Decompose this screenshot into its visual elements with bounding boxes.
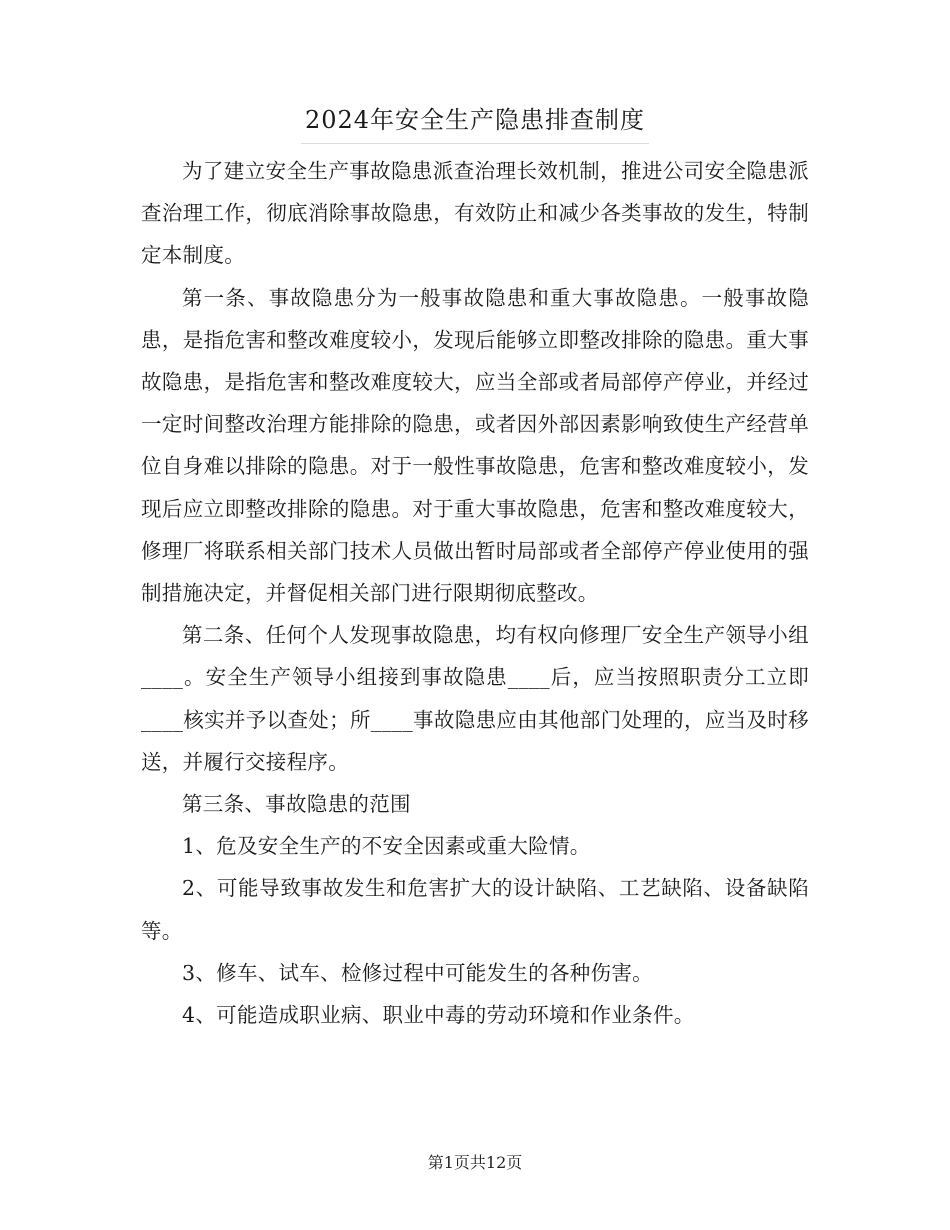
page-number-footer: 第1页共12页	[427, 1153, 523, 1172]
paragraph-intro: 为了建立安全生产事故隐患派查治理长效机制，推进公司安全隐患派查治理工作，彻底消除事故隐患，有效防止和减少各类事故的发生，特制定本制度。	[141, 159, 809, 268]
list-item-3: 3、修车、试车、检修过程中可能发生的各种伤害。	[182, 960, 653, 985]
list-item-1: 1、危及安全生产的不安全因素或重大险情。	[182, 834, 591, 859]
paragraph-article-1: 第一条、事故隐患分为一般事故隐患和重大事故隐患。一般事故隐患，是指危害和整改难度较小，发现后能够立即整改排除的隐患。重大事故隐患，是指危害和整改难度较大，应当全部或者局部停产停业，并经过一定时间整改治理方能排除的隐患，或者因外部因素影响致使生产经营单位自身难以排除的隐患。对于一般性事故隐患，危害和整改难度较小，发现后应立即整改排除的隐患。对于重大事故隐患，危害和整改难度较大，修理厂将联系相关部门技术人员做出暂时局部或者全部停产停业使用的强制措施决定，并督促相关部门进行限期彻底整改。	[141, 285, 809, 606]
title-container	[0, 100, 950, 144]
list-item-4: 4、可能造成职业病、职业中毒的劳动环境和作业条件。	[182, 1003, 695, 1028]
paragraph-article-3: 第三条、事故隐患的范围	[182, 792, 411, 817]
paragraph-article-2: 第二条、任何个人发现事故隐患，均有权向修理厂安全生产领导小组____。安全生产领导小组接到事故隐患____后，应当按照职责分工立即____核实并予以查处；所____事故隐患应由其他部门处理的，应当及时移送，并履行交接程序。	[141, 623, 809, 774]
list-item-2: 2、可能导致事故发生和危害扩大的设计缺陷、工艺缺陷、设备缺陷等。	[141, 876, 809, 943]
document-body	[141, 150, 809, 1036]
page-title: 2024年安全生产隐患排查制度	[301, 100, 649, 144]
